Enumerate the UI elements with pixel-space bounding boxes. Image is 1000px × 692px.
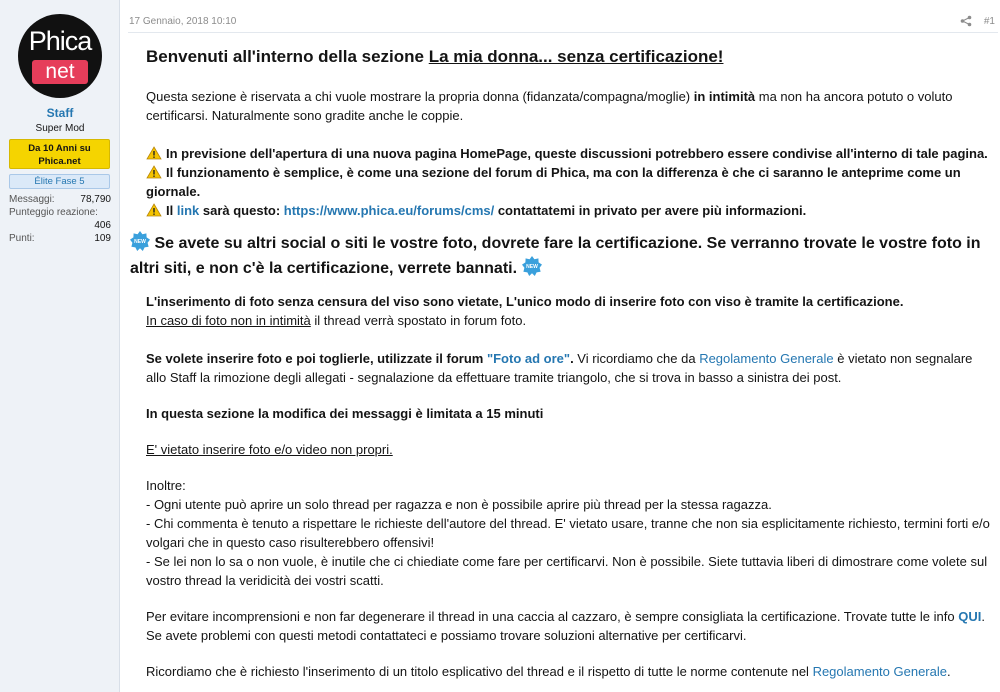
removal-rule-text-b: Vi ricordiamo che da: [573, 351, 700, 366]
post-number-link[interactable]: #1: [983, 16, 995, 27]
edit-limit-rule: [146, 404, 992, 423]
user-sidebar: [0, 0, 120, 692]
also-heading: Inoltre:: [146, 478, 186, 493]
intimacy-rule-underlined: In caso di foto non in intimità: [146, 313, 311, 328]
username-link[interactable]: Staff: [46, 106, 74, 120]
stat-messages: [9, 193, 111, 206]
post-title-prefix: Benvenuti all'interno della sezione: [146, 47, 429, 66]
intro-bold: in intimità: [693, 89, 756, 104]
warning-line-1: [146, 144, 992, 163]
list-item: - Chi commenta è tenuto a rispettare le richieste dell'autore del thread. E' vietato usare, tranne che non sia esplicitamente richiesto, termini forti e/o volgari che in questo caso risulterebbero offensivi!: [146, 516, 990, 550]
face-rule-text: L'inserimento di foto senza censura del viso sono vietate, L'unico modo di inserire foto con viso è tramite la certificazione.: [146, 294, 904, 309]
intro-text-b: ma non ha ancora potuto o voluto certificarsi. Naturalmente sono gradite anche le coppie.: [146, 89, 953, 123]
user-title: Super Mod: [35, 123, 85, 134]
certification-paragraph: [146, 607, 992, 626]
removal-rule-bold: Se volete inserire foto e poi toglierle, utilizzate il forum: [146, 351, 487, 366]
elite-banner: Élite Fase 5: [9, 174, 110, 189]
certification-warning-text: Se avete su altri social o siti le vostre foto, dovrete fare la certificazione. Se verranno trovate le vostre foto in altri siti, e non c'è la certificazione, verrete bannati.: [130, 235, 981, 277]
warning-line-2: [146, 163, 992, 201]
warning-triangle-icon: [146, 146, 162, 160]
removal-rule-text-c: è vietato non segnalare allo Staff la rimozione degli allegati - segnalazione da effettuare tramite triangolo, che si trova in basso a sinistra dei post.: [146, 351, 973, 385]
avatar[interactable]: [18, 14, 102, 98]
foto-ad-ore-link[interactable]: "Foto ad ore": [486, 351, 571, 366]
cms-link-word[interactable]: link: [176, 203, 200, 218]
new-badge-icon: [522, 256, 542, 276]
anniversary-banner: Da 10 Anni su Phica.net: [9, 139, 110, 169]
stat-messages-label: Messaggi:: [9, 194, 55, 205]
cms-url-link[interactable]: https://www.phica.eu/forums/cms/: [283, 203, 495, 218]
edit-limit-text: In questa sezione la modifica dei messaggi è limitata a 15 minuti: [146, 406, 544, 421]
certification-text-a: Per evitare incomprensioni e non far degenerare il thread in una caccia al cazzaro, è sempre consigliata la certificazione. Trovate tutte le info: [146, 609, 959, 624]
stat-reaction-value-row: [9, 219, 111, 232]
final-text-b: .: [946, 664, 951, 679]
stat-reaction: [9, 206, 111, 219]
user-stats: [9, 193, 111, 245]
regolamento-link-2[interactable]: Regolamento Generale: [812, 664, 947, 679]
stat-reaction-value: 406: [94, 220, 111, 231]
post-body: [130, 46, 992, 681]
svg-text:NEW: NEW: [134, 239, 146, 245]
warning-triangle-icon: [146, 165, 162, 179]
warning-text-3b: sarà questo:: [199, 203, 284, 218]
intro-paragraph: [146, 87, 992, 125]
stat-points-value[interactable]: 109: [94, 233, 111, 244]
new-badge-icon: [130, 231, 150, 251]
post-title: [146, 46, 992, 68]
warning-text-2: Il funzionamento è semplice, è come una sezione del forum di Phica, ma con la differenza è che ci saranno le anteprime come un giornale.: [146, 165, 961, 199]
post-title-link: La mia donna... senza certificazione!: [428, 47, 724, 66]
certification-warning: [130, 231, 992, 281]
final-text-a: Ricordiamo che è richiesto l'inserimento di un titolo esplicativo del thread e il rispetto di tutte le norme contenute nel: [146, 664, 813, 679]
stat-messages-value[interactable]: 78,790: [80, 194, 111, 205]
warning-text-3a: Il: [166, 203, 177, 218]
final-paragraph: [146, 662, 992, 681]
stat-reaction-label: Punteggio reazione:: [9, 207, 98, 218]
post-header: [128, 10, 998, 33]
face-rule: [146, 292, 992, 311]
stat-points-label: Punti:: [9, 233, 35, 244]
qui-link[interactable]: QUI: [958, 609, 982, 624]
removal-rule: [146, 349, 992, 387]
intimacy-rule-text: il thread verrà spostato in forum foto.: [310, 313, 527, 328]
svg-text:NEW: NEW: [525, 264, 538, 270]
avatar-logo-line2: net: [32, 60, 88, 84]
certification-text-b: .: [981, 609, 985, 624]
no-own-text: E' vietato inserire foto e/o video non propri.: [146, 442, 393, 457]
stat-points: [9, 232, 111, 245]
regolamento-link-1[interactable]: Regolamento Generale: [699, 351, 834, 366]
no-own-rule: [146, 440, 992, 459]
warning-triangle-icon: [146, 203, 162, 217]
intimacy-rule: [146, 311, 992, 330]
list-item: - Ogni utente può aprire un solo thread per ragazza e non è possibile aprire più thread per la stessa ragazza.: [146, 497, 772, 512]
post-date[interactable]: 17 Gennaio, 2018 10:10: [129, 16, 237, 27]
share-icon[interactable]: [960, 15, 972, 27]
list-item: - Se lei non lo sa o non vuole, è inutile che ci chiediate come fare per certificarvi. Non è possibile. Siete tuttavia liberi di dimostrare come volete sul vostro thread la veridicità dei vostri scatti.: [146, 554, 988, 588]
warning-line-3: [146, 201, 992, 220]
intro-text-a: Questa sezione è riservata a chi vuole mostrare la propria donna (fidanzata/compagna/moglie): [146, 89, 694, 104]
warning-text-1: In previsione dell'apertura di una nuova pagina HomePage, queste discussioni potrebbero essere condivise all'interno di tale pagina.: [166, 146, 988, 161]
removal-rule-dot: .: [570, 351, 574, 366]
avatar-logo-line1: Phica: [28, 26, 92, 56]
warning-text-3c: contattatemi in privato per avere più informazioni.: [494, 203, 807, 218]
alternative-paragraph: Se avete problemi con questi metodi contattateci e possiamo trovare soluzioni alternative per certificarvi.: [146, 628, 747, 643]
